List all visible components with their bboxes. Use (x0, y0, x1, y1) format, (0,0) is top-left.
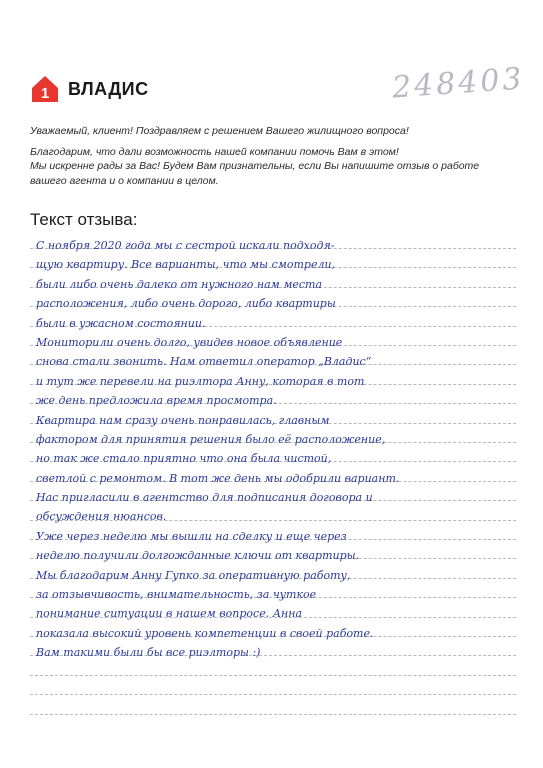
intro-request-line-1: Мы искренне рады за Вас! Будем Вам признательны, если Вы напишите отзыв о работе (30, 160, 480, 172)
review-line: но так же стало приятно что она была чистой, (36, 452, 332, 466)
ruled-line (30, 694, 516, 695)
handwritten-review (36, 236, 518, 663)
review-line: неделю получили долгожданные ключи от квартиры. (36, 549, 360, 563)
review-line: обсуждения нюансов. (36, 510, 167, 524)
handwritten-document-number: 248403 (390, 61, 526, 106)
review-line: показала высокий уровень компетенции в своей работе. (36, 626, 374, 640)
intro-request-line-2: вашего агента и о компании в целом. (30, 174, 219, 187)
review-line: снова стали звонить. Нам ответил оператор „Владис“ (36, 355, 372, 369)
brand-name: ВЛАДИС (68, 78, 149, 99)
review-line: Вам такими были бы все риэлторы :) (36, 646, 261, 660)
review-line: понимание ситуации в нашем вопросе. Анна (36, 607, 303, 621)
review-line: Нас пригласили в агентство для подписания договора и (36, 491, 373, 505)
svg-text:1: 1 (40, 85, 50, 102)
review-line: были либо очень далеко от нужного нам места (36, 277, 323, 291)
intro-greeting: Уважаемый, клиент! Поздравляем с решением Вашего жилищного вопроса! (30, 125, 409, 137)
brand-logo (30, 74, 149, 104)
intro-text (30, 124, 510, 188)
review-line: Уже через неделю мы вышли на сделку и еще через (36, 529, 347, 543)
review-line: Мы благодарим Анну Гупко за оперативную работу, (36, 568, 351, 582)
house-logo-icon (30, 74, 60, 104)
review-line: же день предложила время просмотра. (36, 394, 277, 408)
review-line: Квартира нам сразу очень понравилась, главным (36, 413, 330, 427)
ruled-line (30, 675, 516, 676)
review-line: и тут же перевели на риэлтора Анну, которая в тот (36, 374, 365, 388)
review-line: расположения, либо очень дорого, либо квартиры (36, 297, 336, 311)
review-line: Мониторили очень долго, увидев новое объявление (36, 335, 343, 349)
review-line: за отзывчивость, внимательность, за чуткое (36, 588, 317, 602)
intro-thanks: Благодарим, что дали возможность нашей компании помочь Вам в этом! (30, 145, 399, 158)
review-line: щую квартиру. Все варианты, что мы смотрели, (36, 258, 336, 272)
review-line: С ноября 2020 года мы с сестрой искали подходя- (36, 239, 335, 252)
review-heading: Текст отзыва: (30, 210, 138, 229)
review-line: светлой с ремонтом. В тот же день мы одобрили вариант. (36, 471, 400, 485)
review-line: фактором для принятия решения было её расположение, (36, 432, 386, 446)
review-line: были в ужасном состоянии. (36, 316, 206, 330)
ruled-line (30, 714, 516, 715)
